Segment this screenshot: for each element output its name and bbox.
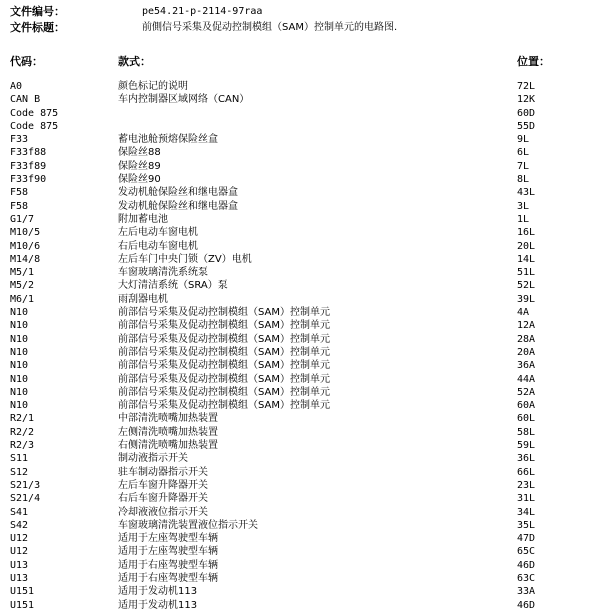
row-position: 12A xyxy=(517,320,536,332)
table-row xyxy=(0,213,603,226)
row-description: 冷却液液位指示开关 xyxy=(118,506,208,518)
row-position: 23L xyxy=(517,479,536,491)
row-code: F33f88 xyxy=(10,147,47,159)
row-code: Code 875 xyxy=(10,107,59,119)
table-row xyxy=(0,333,603,346)
row-description: 前部信号采集及促动控制模组（SAM）控制单元 xyxy=(118,320,331,332)
row-position: 1L xyxy=(517,213,530,225)
column-header-code: 代码： xyxy=(10,55,43,68)
table-row xyxy=(0,559,603,572)
row-position: 28A xyxy=(517,333,536,345)
row-description: 车窗玻璃清洗系统泵 xyxy=(118,267,208,279)
row-code: N10 xyxy=(10,307,29,319)
table-row xyxy=(0,306,603,319)
row-position: 8L xyxy=(517,174,530,186)
table-row xyxy=(0,479,603,492)
table-row xyxy=(0,319,603,332)
table-row xyxy=(0,160,603,173)
row-position: 59L xyxy=(517,440,536,452)
row-code: CAN B xyxy=(10,94,41,106)
row-code: R2/1 xyxy=(10,413,35,425)
table-row xyxy=(0,585,603,598)
doc-title-label: 文件标题： xyxy=(10,21,65,34)
row-description: 适用于左座驾驶型车辆 xyxy=(118,533,218,545)
table-row xyxy=(0,506,603,519)
table-row xyxy=(0,599,603,612)
row-description: 附加蓄电池 xyxy=(118,213,168,225)
doc-title-value: 前側信号采集及促动控制模组（SAM）控制单元的电路图. xyxy=(142,22,398,33)
row-position: 20A xyxy=(517,346,536,358)
table-row xyxy=(0,572,603,585)
row-description: 前部信号采集及促动控制模组（SAM）控制单元 xyxy=(118,360,331,372)
table-row xyxy=(0,492,603,505)
table-row xyxy=(0,545,603,558)
row-description: 前部信号采集及促动控制模组（SAM）控制单元 xyxy=(118,373,331,385)
row-code: S11 xyxy=(10,453,29,465)
row-position: 7L xyxy=(517,160,530,172)
row-code: N10 xyxy=(10,360,29,372)
row-position: 34L xyxy=(517,506,536,518)
row-position: 51L xyxy=(517,267,536,279)
row-position: 44A xyxy=(517,373,536,385)
row-code: U13 xyxy=(10,572,29,584)
row-code: N10 xyxy=(10,386,29,398)
table-row xyxy=(0,439,603,452)
row-position: 12K xyxy=(517,94,536,106)
row-position: 36L xyxy=(517,453,536,465)
row-description: 前部信号采集及促动控制模组（SAM）控制单元 xyxy=(118,307,331,319)
row-code: G1/7 xyxy=(10,213,35,225)
table-row xyxy=(0,146,603,159)
table-row xyxy=(0,266,603,279)
row-code: S12 xyxy=(10,466,29,478)
row-code: N10 xyxy=(10,400,29,412)
row-code: N10 xyxy=(10,373,29,385)
row-description: 发动机舱保险丝和继电器盒 xyxy=(118,187,238,199)
table-row xyxy=(0,279,603,292)
doc-number-value: pe54.21-p-2114-97raa xyxy=(142,6,263,17)
table-row xyxy=(0,107,603,120)
row-code: F33f90 xyxy=(10,174,47,186)
row-code: M5/2 xyxy=(10,280,35,292)
row-position: 47D xyxy=(517,533,536,545)
row-code: F33f89 xyxy=(10,160,47,172)
row-code: R2/3 xyxy=(10,440,35,452)
row-code: Code 875 xyxy=(10,120,59,132)
row-position: 4A xyxy=(517,307,530,319)
row-description: 保险丝88 xyxy=(118,147,161,159)
row-position: 60D xyxy=(517,107,536,119)
column-header-pos: 位置： xyxy=(517,55,550,68)
row-position: 36A xyxy=(517,360,536,372)
row-code: M5/1 xyxy=(10,267,35,279)
row-position: 60A xyxy=(517,400,536,412)
row-position: 52A xyxy=(517,386,536,398)
row-description: 雨刮器电机 xyxy=(118,293,168,305)
row-code: S41 xyxy=(10,506,29,518)
row-description: 蓄电池舱预熔保险丝盒 xyxy=(118,134,218,146)
row-position: 66L xyxy=(517,466,536,478)
row-code: S21/3 xyxy=(10,479,41,491)
row-description: 适用于右座驾驶型车辆 xyxy=(118,559,218,571)
table-row xyxy=(0,293,603,306)
doc-number-label: 文件编号： xyxy=(10,5,65,18)
row-position: 46D xyxy=(517,559,536,571)
table-row xyxy=(0,399,603,412)
table-row xyxy=(0,200,603,213)
table-row xyxy=(0,173,603,186)
row-code: U12 xyxy=(10,533,29,545)
row-position: 9L xyxy=(517,134,530,146)
row-position: 35L xyxy=(517,519,536,531)
table-row xyxy=(0,359,603,372)
row-description: 制动液指示开关 xyxy=(118,453,188,465)
row-position: 60L xyxy=(517,413,536,425)
row-description: 大灯清洁系统（SRA）泵 xyxy=(118,280,228,292)
table-row xyxy=(0,120,603,133)
row-position: 72L xyxy=(517,81,536,92)
row-code: S21/4 xyxy=(10,493,41,505)
row-code: U12 xyxy=(10,546,29,558)
row-description: 适用于左座驾驶型车辆 xyxy=(118,546,218,558)
row-description: 左后电动车窗电机 xyxy=(118,227,198,239)
row-code: U13 xyxy=(10,559,29,571)
row-description: 适用于发动机113 xyxy=(118,599,198,611)
table-row xyxy=(0,386,603,399)
table-row xyxy=(0,426,603,439)
row-description: 保险丝90 xyxy=(118,174,161,186)
row-code: R2/2 xyxy=(10,426,35,438)
table-row xyxy=(0,373,603,386)
row-description: 前部信号采集及促动控制模组（SAM）控制单元 xyxy=(118,400,331,412)
table-row xyxy=(0,80,603,93)
row-code: F58 xyxy=(10,200,29,212)
row-description: 保险丝89 xyxy=(118,160,161,172)
row-code: M14/8 xyxy=(10,253,41,265)
row-description: 车内控制器区域网络（CAN） xyxy=(118,94,250,106)
row-position: 55D xyxy=(517,120,536,132)
row-code: U151 xyxy=(10,599,35,611)
row-description: 右后电动车窗电机 xyxy=(118,240,198,252)
row-description: 前部信号采集及促动控制模组（SAM）控制单元 xyxy=(118,346,331,358)
table-row xyxy=(0,133,603,146)
row-code: N10 xyxy=(10,333,29,345)
row-code: F58 xyxy=(10,187,29,199)
row-code: M6/1 xyxy=(10,293,35,305)
row-description: 左后车窗升降器开关 xyxy=(118,479,208,491)
row-description: 右后车窗升降器开关 xyxy=(118,493,208,505)
row-description: 前部信号采集及促动控制模组（SAM）控制单元 xyxy=(118,333,331,345)
table-row xyxy=(0,412,603,425)
column-header-desc: 款式： xyxy=(118,55,151,68)
row-description: 车窗玻璃清洗装置液位指示开关 xyxy=(118,519,258,531)
row-code: S42 xyxy=(10,519,29,531)
table-row xyxy=(0,93,603,106)
row-description: 驻车制动器指示开关 xyxy=(118,466,208,478)
row-description: 左后车门中央门锁（ZV）电机 xyxy=(118,253,252,265)
table-row xyxy=(0,240,603,253)
row-code: U151 xyxy=(10,586,35,598)
row-position: 52L xyxy=(517,280,536,292)
row-position: 65C xyxy=(517,546,536,558)
row-position: 31L xyxy=(517,493,536,505)
row-position: 14L xyxy=(517,253,536,265)
row-position: 6L xyxy=(517,147,530,159)
row-code: M10/6 xyxy=(10,240,41,252)
row-code: F33 xyxy=(10,134,29,146)
table-row xyxy=(0,519,603,532)
row-position: 39L xyxy=(517,293,536,305)
row-code: A0 xyxy=(10,81,23,92)
row-position: 3L xyxy=(517,200,530,212)
row-position: 63C xyxy=(517,572,536,584)
row-code: N10 xyxy=(10,320,29,332)
row-description: 适用于右座驾驶型车辆 xyxy=(118,572,218,584)
row-code: M10/5 xyxy=(10,227,41,239)
row-description: 适用于发动机113 xyxy=(118,586,198,598)
row-position: 33A xyxy=(517,586,536,598)
legend-table-body xyxy=(0,80,603,612)
table-row xyxy=(0,466,603,479)
table-row xyxy=(0,253,603,266)
row-code: N10 xyxy=(10,346,29,358)
row-position: 20L xyxy=(517,240,536,252)
row-position: 58L xyxy=(517,426,536,438)
row-position: 43L xyxy=(517,187,536,199)
table-row xyxy=(0,186,603,199)
row-description: 右侧清洗喷嘴加热装置 xyxy=(118,440,218,452)
row-position: 46D xyxy=(517,599,536,611)
row-description: 左侧清洗喷嘴加热装置 xyxy=(118,426,218,438)
row-description: 中部清洗喷嘴加热装置 xyxy=(118,413,218,425)
table-row xyxy=(0,226,603,239)
table-row xyxy=(0,452,603,465)
row-description: 发动机舱保险丝和继电器盒 xyxy=(118,200,238,212)
row-position: 16L xyxy=(517,227,536,239)
row-description: 颜色标记的说明 xyxy=(118,81,188,92)
table-row xyxy=(0,346,603,359)
row-description: 前部信号采集及促动控制模组（SAM）控制单元 xyxy=(118,386,331,398)
table-row xyxy=(0,532,603,545)
